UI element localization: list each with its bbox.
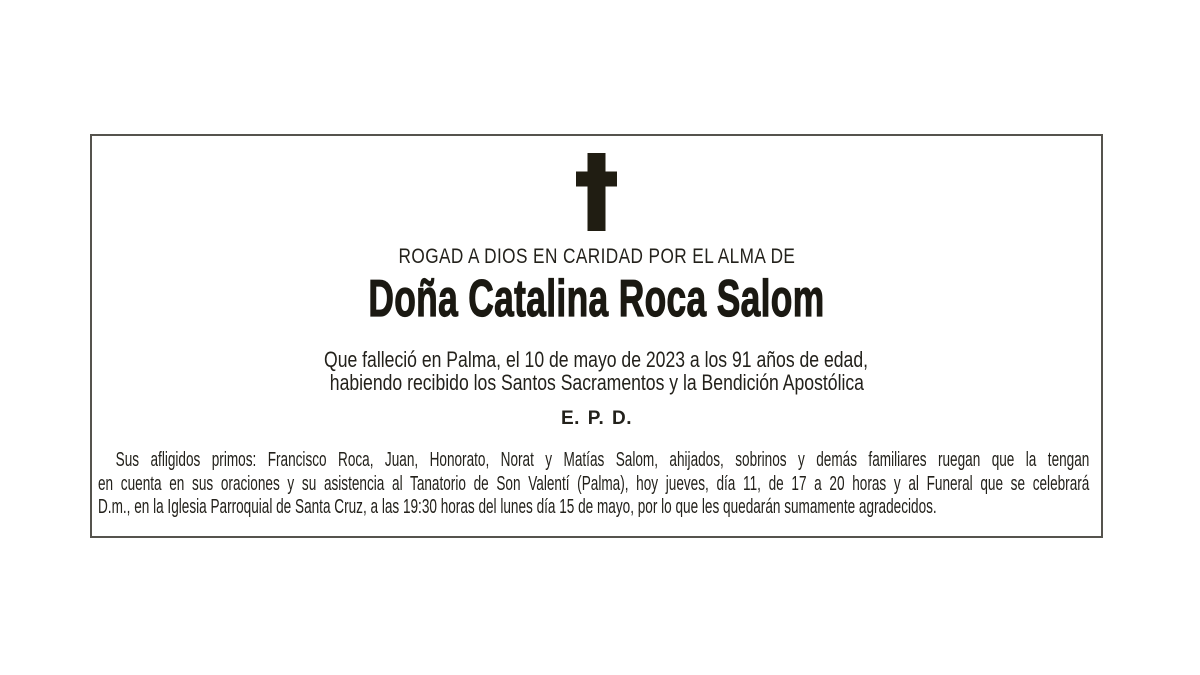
death-details — [92, 348, 1101, 394]
family-message-line-3: D.m., en la Iglesia Parroquial de Santa Cruz, a las 19:30 horas del lunes día 15 de mayo, por lo que les quedarán sumamente agradecidos. — [98, 496, 937, 518]
family-message — [98, 449, 1089, 520]
death-details-line-1: Que falleció en Palma, el 10 de mayo de 2023 a los 91 años de edad, — [324, 347, 869, 372]
latin-cross-icon — [576, 218, 617, 235]
invocation-line: ROGAD A DIOS EN CARIDAD POR EL ALMA DE — [398, 245, 795, 268]
deceased-name-row — [92, 271, 1101, 327]
family-message-line-2: en cuenta en sus oraciones y su asistencia al Tanatorio de Son Valentí (Palma), hoy jueves, día 11, de 17 a 20 horas y al Funeral que se celebrará — [98, 472, 1090, 495]
cross-row — [92, 153, 1101, 231]
death-details-row-2 — [92, 371, 1101, 394]
obituary-notice-frame — [90, 134, 1103, 538]
death-details-row-1 — [92, 348, 1101, 371]
deceased-name: Doña Catalina Roca Salom — [368, 270, 825, 328]
epd-abbreviation: E. P. D. — [560, 408, 632, 429]
death-details-line-2: habiendo recibido los Santos Sacramentos y la Bendición Apostólica — [329, 370, 864, 395]
invocation-row — [92, 245, 1101, 268]
family-message-line-1: Sus afligidos primos: Francisco Roca, Juan, Honorato, Norat y Matías Salom, ahijados, sobrinos y demás familiares ruegan que la tengan — [115, 449, 1090, 471]
